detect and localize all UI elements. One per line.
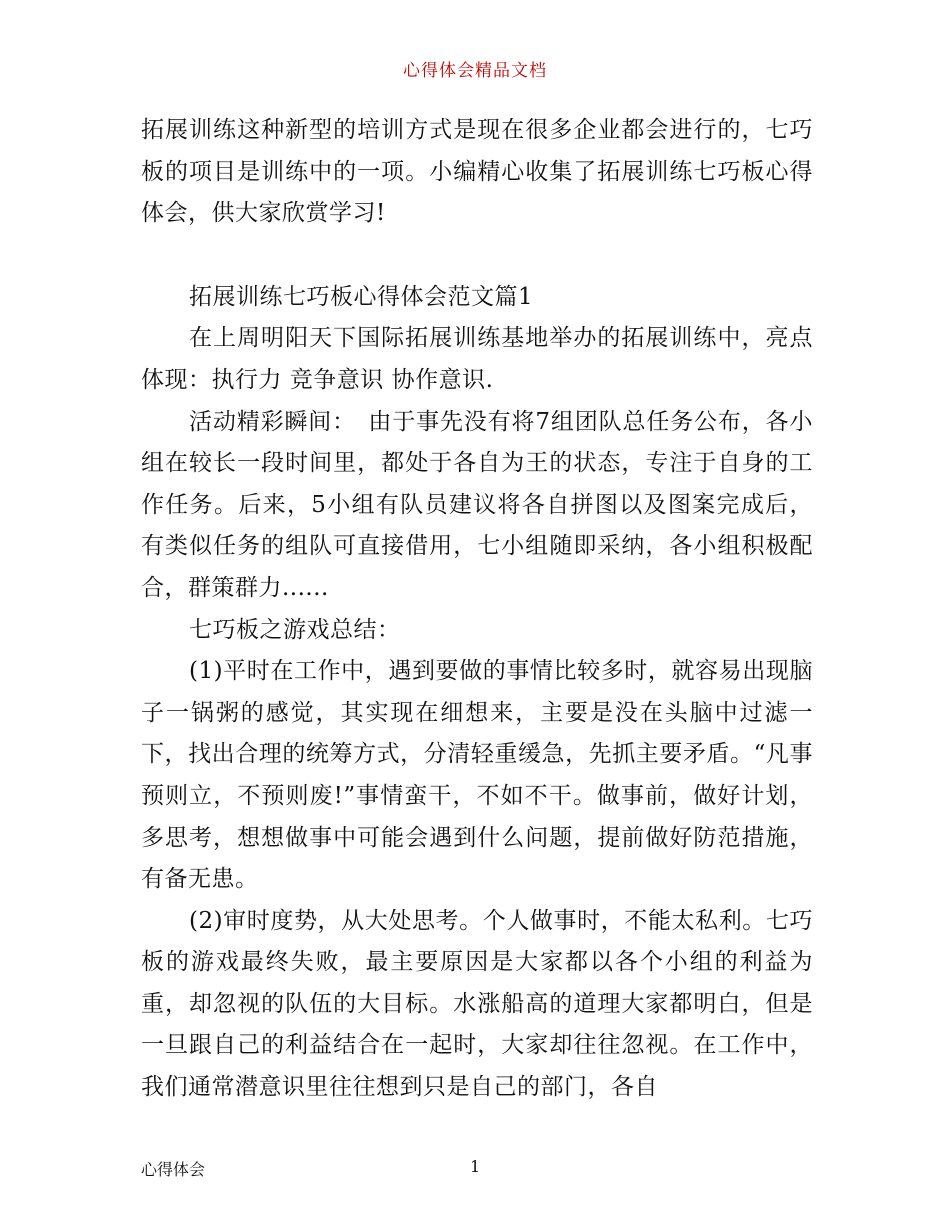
body-paragraph-2: 活动精彩瞬间： 由于事先没有将7组团队总任务公布，各小组在较长一段时间里，都处于各自为王的状态，专注于自身的工作任务。后来，5小组有队员建议将各自拼图以及图案完成后，有类似任务的组队可直接借用，七小组随即采纳，各小组积极配合，群策群力...... — [141, 408, 813, 601]
body-paragraph-3: 七巧板之游戏总结： — [189, 616, 401, 643]
body-paragraph-4: (1)平时在工作中，遇到要做的事情比较多时，就容易出现脑子一锅粥的感觉，其实现在细想来，主要是没在头脑中过滤一下，找出合理的统筹方式，分清轻重缓急，先抓主要矛盾。“凡事预则立，不预则废!”事情蛮干，不如不干。做事前，做好计划，多思考，想想做事中可能会遇到什么问题，提前做好防范措施，有备无患。 — [141, 658, 813, 893]
page-header-title: 心得体会精品文档 — [403, 61, 547, 81]
footer-label: 心得体会 — [141, 1160, 206, 1179]
document-body — [141, 110, 813, 1109]
body-paragraph-1: 在上周明阳天下国际拓展训练基地举办的拓展训练中，亮点体现：执行力 竞争意识 协作意识. — [141, 325, 813, 393]
body-paragraph-5: (2)审时度势，从大处思考。个人做事时，不能太私利。七巧板的游戏最终失败，最主要原因是大家都以各个小组的利益为重，却忽视的队伍的大目标。水涨船高的道理大家都明白，但是一旦跟自己的利益结合在一起时，大家却往往忽视。在工作中，我们通常潜意识里往往想到只是自己的部门，各自 — [141, 907, 813, 1101]
intro-paragraph: 拓展训练这种新型的培训方式是现在很多企业都会进行的，七巧板的项目是训练中的一项。小编精心收集了拓展训练七巧板心得体会，供大家欣赏学习! — [141, 117, 813, 227]
page-number: 1 — [470, 1157, 481, 1176]
section-title: 拓展训练七巧板心得体会范文篇1 — [189, 283, 534, 310]
